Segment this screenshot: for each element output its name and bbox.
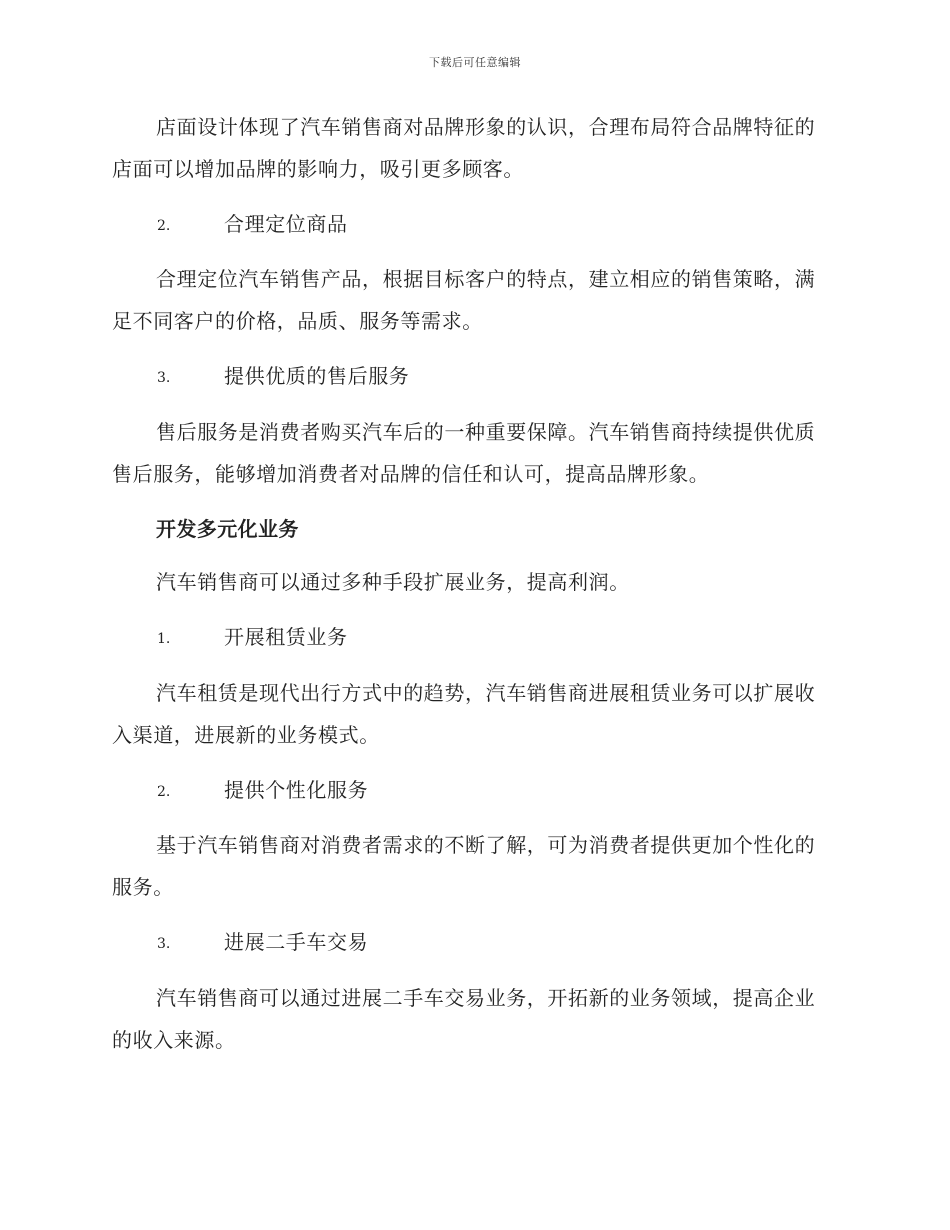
list-item-label: 提供优质的售后服务 xyxy=(224,364,410,388)
list-item-used-cars xyxy=(157,926,368,960)
list-item-label: 进展二手车交易 xyxy=(224,930,369,954)
paragraph-text: 合理定位汽车销售产品，根据目标客户的特点，建立相应的销售策略，满足不同客户的价格，品质、服务等需求。 xyxy=(112,267,816,333)
paragraph-text: 汽车销售商可以通过进展二手车交易业务，开拓新的业务领域，提高企业的收入来源。 xyxy=(112,986,816,1052)
list-item-personalized xyxy=(157,774,368,808)
paragraph-after-sales xyxy=(112,411,832,495)
paragraph-text: 店面设计体现了汽车销售商对品牌形象的认识，合理布局符合品牌特征的店面可以增加品牌的影响力，吸引更多顾客。 xyxy=(112,115,816,181)
paragraph-personalized xyxy=(112,824,832,908)
paragraph-text: 汽车租赁是现代出行方式中的趋势，汽车销售商进展租赁业务可以扩展收入渠道，进展新的业务模式。 xyxy=(112,681,816,747)
paragraph-used-cars xyxy=(112,977,832,1061)
section-heading: 开发多元化业务 xyxy=(156,517,299,541)
paragraph-storefront-design xyxy=(112,106,832,190)
list-item-label: 开展租赁业务 xyxy=(224,625,348,649)
paragraph-text: 售后服务是消费者购买汽车后的一种重要保障。汽车销售商持续提供优质售后服务，能够增加消费者对品牌的信任和认可，提高品牌形象。 xyxy=(112,420,816,486)
paragraph-text: 汽车销售商可以通过多种手段扩展业务，提高利润。 xyxy=(156,570,630,594)
list-item-position-products xyxy=(157,208,348,242)
list-item-leasing xyxy=(157,621,348,655)
list-number: 3. xyxy=(157,936,171,952)
list-number: 3. xyxy=(157,370,171,386)
paragraph-text: 基于汽车销售商对消费者需求的不断了解，可为消费者提供更加个性化的服务。 xyxy=(112,833,816,899)
page-header: 下载后可任意编辑 xyxy=(429,56,521,69)
list-item-label: 提供个性化服务 xyxy=(224,778,369,802)
paragraph-diversify-intro xyxy=(112,561,832,603)
list-number: 2. xyxy=(157,784,171,800)
list-number: 2. xyxy=(157,218,171,234)
list-number: 1. xyxy=(157,631,171,647)
list-item-label: 合理定位商品 xyxy=(224,212,348,236)
paragraph-product-positioning xyxy=(112,258,832,342)
paragraph-leasing xyxy=(112,672,832,756)
list-item-after-sales xyxy=(157,360,409,394)
